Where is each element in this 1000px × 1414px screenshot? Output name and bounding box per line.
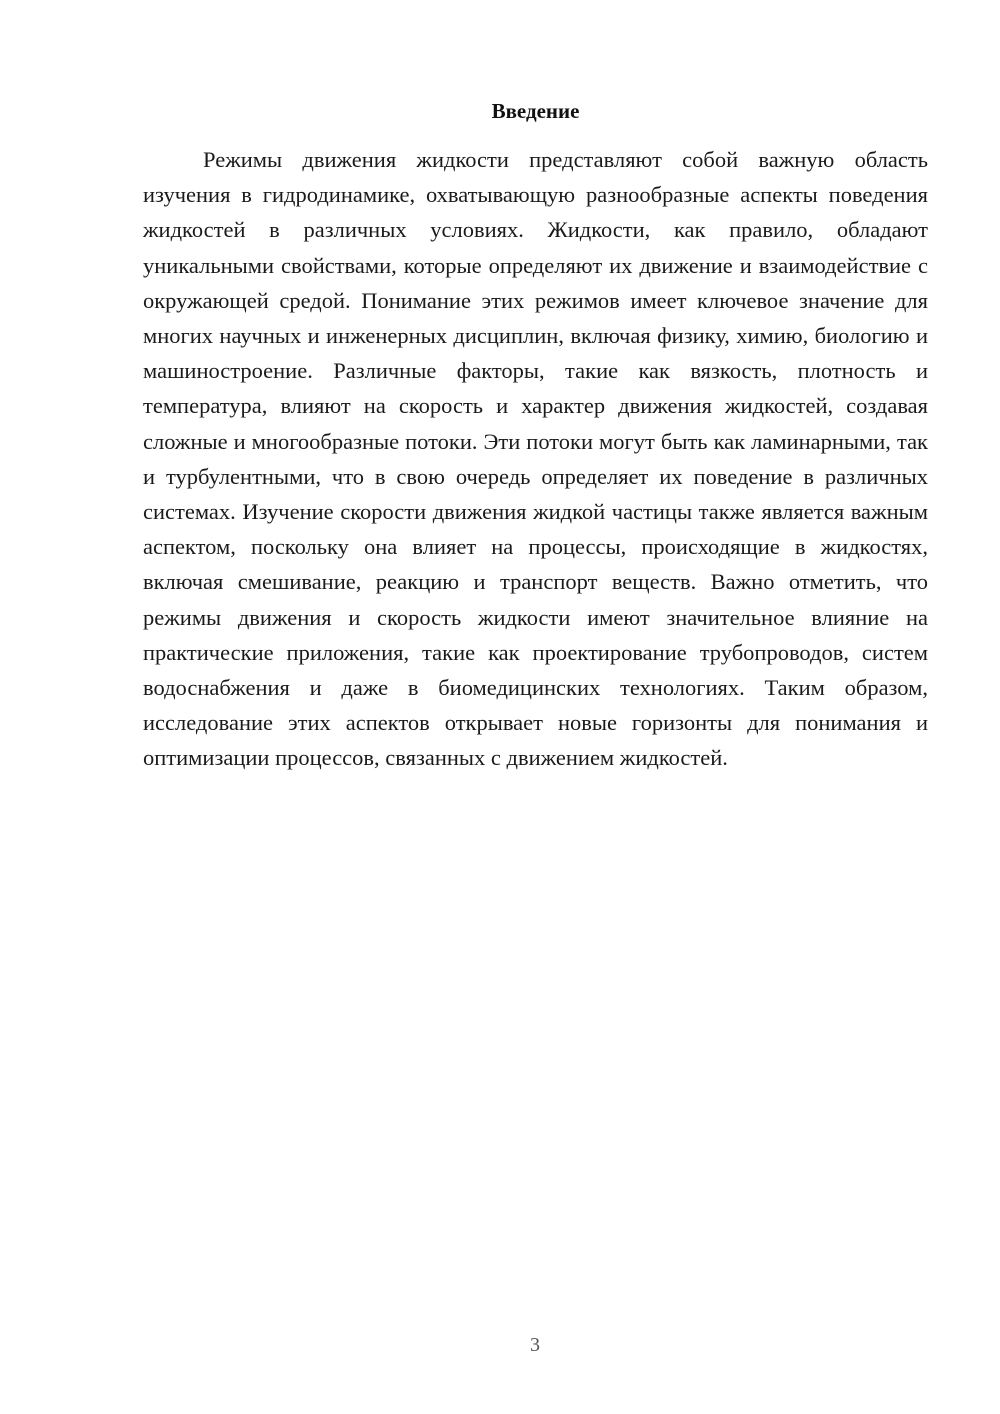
- body-paragraph: Режимы движения жидкости представляют собой важную область изучения в гидродинамике, охватывающую разнообразные аспекты поведения жидкостей в различных условиях. Жидкости, как правило, обладают уникальными свойствами, которые определяют их движение и взаимодействие с окружающей средой. Понимание этих режимов имеет ключевое значение для многих научных и инженерных дисциплин, включая физику, химию, биологию и машиностроение. Различные факторы, такие как вязкость, плотность и температура, влияют на скорость и характер движения жидкостей, создавая сложные и многообразные потоки. Эти потоки могут быть как ламинарными, так и турбулентными, что в свою очередь определяет их поведение в различных системах. Изучение скорости движения жидкой частицы также является важным аспектом, поскольку она влияет на процессы, происходящие в жидкостях, включая смешивание, реакцию и транспорт веществ. Важно отметить, что режимы движения и скорость жидкости имеют значительное влияние на практические приложения, такие как проектирование трубопроводов, систем водоснабжения и даже в биомедицинских технологиях. Таким образом, исследование этих аспектов открывает новые горизонты для понимания и оптимизации процессов, связанных с движением жидкостей.: [143, 147, 928, 771]
- page-number: 3: [530, 1334, 540, 1356]
- section-heading: Введение: [491, 99, 580, 123]
